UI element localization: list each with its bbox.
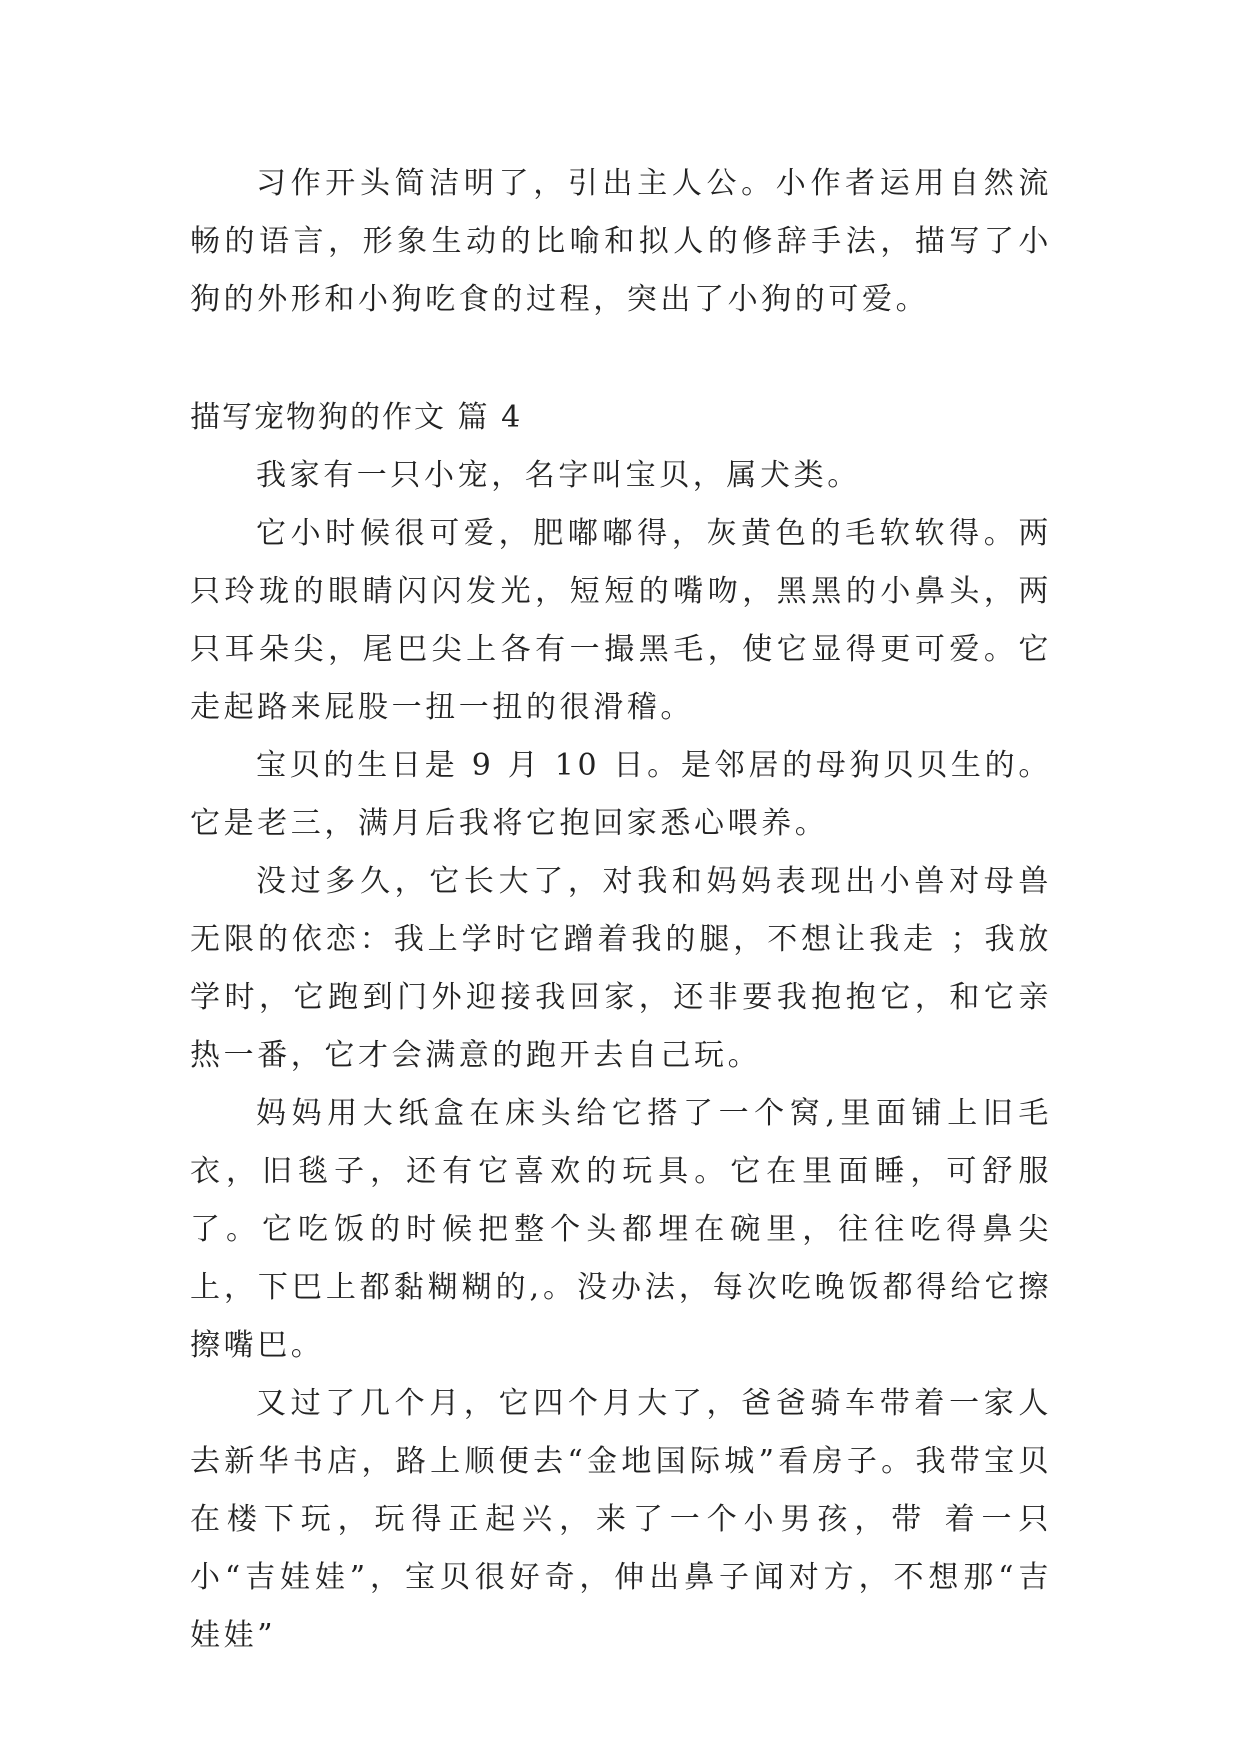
intro-paragraph: 习作开头简洁明了，引出主人公。小作者运用自然流畅的语言，形象生动的比喻和拟人的修辞手法，描写了小狗的外形和小狗吃食的过程，突出了小狗的可爱。 xyxy=(190,166,1052,317)
body-paragraph: 我家有一只小宠，名字叫宝贝，属犬类。 xyxy=(256,458,861,493)
body-paragraph: 没过多久，它长大了，对我和妈妈表现出小兽对母兽无限的依恋：我上学时它蹭着我的腿，不想让我走 ；我放学时，它跑到门外迎接我回家，还非要我抱抱它，和它亲热一番，它才会满意的跑开去自己玩。 xyxy=(190,864,1052,1073)
body-paragraph: 它小时候很可爱，肥嘟嘟得，灰黄色的毛软软得。两只玲珑的眼睛闪闪发光，短短的嘴吻，黑黑的小鼻头，两只耳朵尖，尾巴尖上各有一撮黑毛，使它显得更可爱。它走起路来屁股一扭一扭的很滑稽。 xyxy=(190,516,1052,725)
body-paragraph: 又过了几个月，它四个月大了，爸爸骑车带着一家人去新华书店，路上顺便去“金地国际城”看房子。我带宝贝在楼下玩，玩得正起兴，来了一个小男孩，带 着一只小“吉娃娃”，宝贝很好奇，伸出鼻子闻对方，不想那“吉娃娃” xyxy=(190,1386,1052,1653)
body-paragraph: 妈妈用大纸盒在床头给它搭了一个窝,里面铺上旧毛衣，旧毯子，还有它喜欢的玩具。它在里面睡，可舒服了。它吃饭的时候把整个头都埋在碗里，往往吃得鼻尖上，下巴上都黏糊糊的,。没办法，每次吃晚饭都得给它擦擦嘴巴。 xyxy=(190,1096,1052,1363)
body-paragraph: 宝贝的生日是 9 月 10 日。是邻居的母狗贝贝生的。它是老三，满月后我将它抱回家悉心喂养。 xyxy=(190,748,1052,841)
document-body xyxy=(190,155,1052,1665)
section-heading: 描写宠物狗的作文 篇 4 xyxy=(190,400,523,435)
